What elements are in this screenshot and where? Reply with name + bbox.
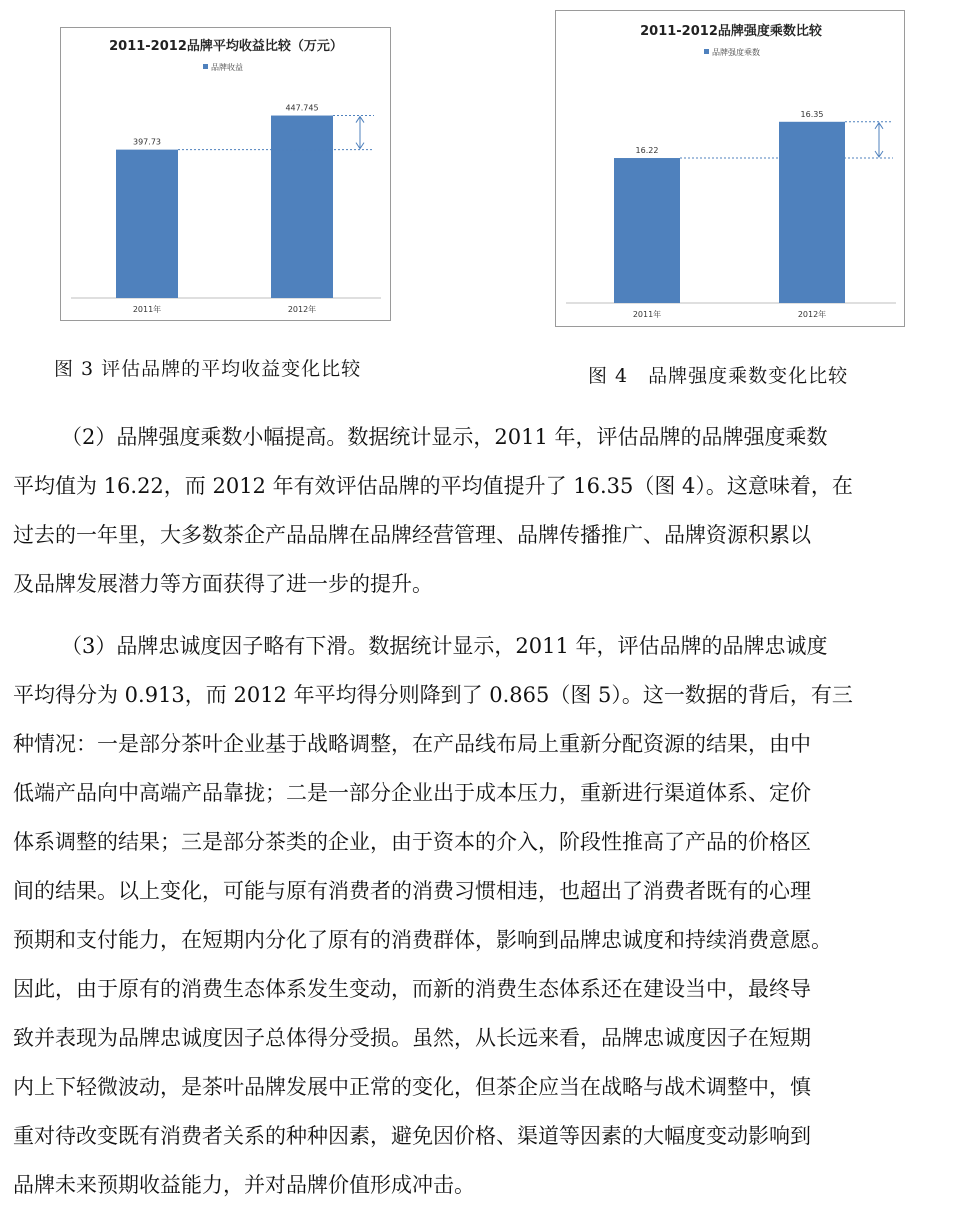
figure4-chart [555, 10, 905, 327]
figure4-category-label-1: 2011年 [632, 310, 662, 319]
figure3-legend-label: 品牌收益 [211, 63, 243, 72]
figure4-chart-svg [556, 11, 906, 328]
paragraph-line: 内上下轻微波动，是茶叶品牌发展中正常的变化，但茶企应当在战略与战术调整中，慎 [13, 1075, 811, 1099]
paragraph-line: 间的结果。以上变化，可能与原有消费者的消费习惯相违，也超出了消费者既有的心理 [13, 879, 811, 903]
paragraph-line: 因此，由于原有的消费生态体系发生变动，而新的消费生态体系还在建设当中，最终导 [13, 977, 811, 1001]
paragraph-line: 过去的一年里，大多数茶企产品品牌在品牌经营管理、品牌传播推广、品牌资源积累以 [13, 523, 811, 547]
figure4-bar-1 [614, 158, 680, 303]
figure4-legend-label: 品牌强度乘数 [712, 48, 760, 57]
figure4-bar-2 [779, 122, 845, 303]
figure3-bar-2 [271, 116, 333, 298]
figure3-chart [60, 27, 391, 321]
paragraph-line: 重对待改变既有消费者关系的种种因素，避免因价格、渠道等因素的大幅度变动影响到 [13, 1124, 811, 1148]
figure4-caption: 图 4 品牌强度乘数变化比较 [588, 365, 849, 387]
figure3-chart-title: 2011-2012品牌平均收益比较（万元） [109, 39, 343, 54]
paragraph-line: 低端产品向中高端产品靠拢；二是一部分企业出于成本压力，重新进行渠道体系、定价 [13, 781, 811, 805]
paragraph-line: 体系调整的结果；三是部分茶类的企业，由于资本的介入，阶段性推高了产品的价格区 [13, 830, 811, 854]
figure3-category-label-1: 2011年 [132, 305, 162, 314]
paragraph-line: 及品牌发展潜力等方面获得了进一步的提升。 [13, 572, 433, 596]
figure3-category-label-2: 2012年 [287, 305, 317, 314]
figure3-legend-swatch [203, 64, 208, 69]
figure4-value-label-2: 16.35 [800, 109, 824, 119]
paragraph-line: 平均得分为 0.913，而 2012 年平均得分则降到了 0.865（图 5）。这一数据的背后，有三 [13, 683, 853, 707]
paragraph-line: 致并表现为品牌忠诚度因子总体得分受损。虽然，从长远来看，品牌忠诚度因子在短期 [13, 1026, 811, 1050]
paragraph-brand-loyalty [13, 622, 943, 1210]
paragraph-line: 平均值为 16.22，而 2012 年有效评估品牌的平均值提升了 16.35（图 4）。这意味着，在 [13, 474, 853, 498]
paragraph-brand-strength [13, 413, 943, 609]
figure3-chart-svg [61, 28, 392, 322]
figure4-legend-swatch [704, 49, 709, 54]
paragraph-line: 种情况：一是部分茶叶企业基于战略调整，在产品线布局上重新分配资源的结果，由中 [13, 732, 811, 756]
figure3-caption: 图 3 评估品牌的平均收益变化比较 [54, 358, 362, 380]
figure4-value-label-1: 16.22 [635, 146, 659, 156]
figure3-value-label-2: 447.745 [285, 103, 319, 113]
paragraph-line: 预期和支付能力，在短期内分化了原有的消费群体，影响到品牌忠诚度和持续消费意愿。 [13, 928, 832, 952]
paragraph-line: （3）品牌忠诚度因子略有下滑。数据统计显示，2011 年，评估品牌的品牌忠诚度 [61, 634, 828, 658]
figure4-category-label-2: 2012年 [797, 310, 827, 319]
figure3-bar-1 [116, 150, 178, 298]
paragraph-line: （2）品牌强度乘数小幅提高。数据统计显示，2011 年，评估品牌的品牌强度乘数 [61, 425, 828, 449]
figure4-chart-title: 2011-2012品牌强度乘数比较 [640, 24, 822, 39]
figure3-value-label-1: 397.73 [133, 137, 161, 147]
paragraph-line: 品牌未来预期收益能力，并对品牌价值形成冲击。 [13, 1173, 475, 1197]
